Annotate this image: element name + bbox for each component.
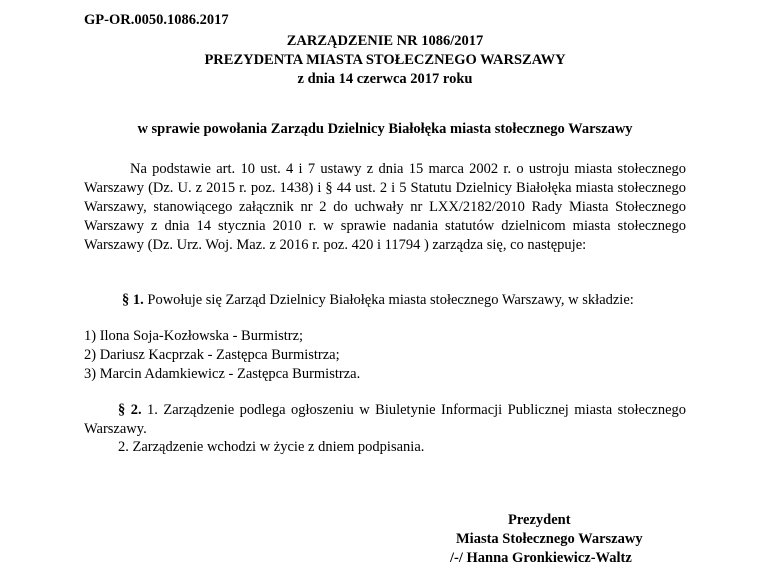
reference-number: GP-OR.0050.1086.2017 [84,12,229,28]
section-1 [84,291,686,310]
signature-office: Miasta Stołecznego Warszawy [456,531,643,547]
list-item: 3) Marcin Adamkiewicz - Zastępca Burmistrza. [84,366,361,382]
ordinance-date: z dnia 14 czerwca 2017 roku [297,71,473,87]
ordinance-issuer: PREZYDENTA MIASTA STOŁECZNEGO WARSZAWY [204,52,566,68]
list-item: 2) Dariusz Kacprzak - Zastępca Burmistrza; [84,347,340,363]
list-item: 1) Ilona Soja-Kozłowska - Burmistrz; [84,328,304,344]
section-2-mark: § 2. [118,402,142,418]
section-1-mark: § 1. [122,292,144,308]
section-2-point-1: 1. Zarządzenie podlega ogłoszeniu w Biuletynie Informacji Publicznej miasta stołecznego Warszawy. [84,402,687,437]
section-1-text: Powołuje się Zarząd Dzielnicy Białołęka miasta stołecznego Warszawy, w składzie: [147,292,634,308]
board-members-list [84,327,686,384]
ordinance-title: ZARZĄDZENIE NR 1086/2017 [286,33,484,49]
section-2-point-2: 2. Zarządzenie wchodzi w życie z dniem podpisania. [118,439,425,455]
preamble-paragraph: Na podstawie art. 10 ust. 4 i 7 ustawy z dnia 15 marca 2002 r. o ustroju miasta stołecznego Warszawy (Dz. U. z 2015 r. poz. 1438) i § 44 ust. 2 i 5 Statutu Dzielnicy Białołęka miasta stołecznego Warszawy, stanowiącego załącznik nr 2 do uchwały nr LXX/2182/2010 Rady Miasta Stołecznego Warszawy z dnia 14 stycznia 2010 r. w sprawie nadania statutów dzielnicom miasta stołecznego Warszawy (Dz. Urz. Woj. Maz. z 2016 r. poz. 420 i 11794 ) zarządza się, co następuje: [84,161,686,253]
signature-name: /-/ Hanna Gronkiewicz-Waltz [450,550,632,566]
section-2 [84,401,686,439]
signature-title: Prezydent [508,512,571,528]
ordinance-subject: w sprawie powołania Zarządu Dzielnicy Białołęka miasta stołecznego Warszawy [137,121,633,137]
